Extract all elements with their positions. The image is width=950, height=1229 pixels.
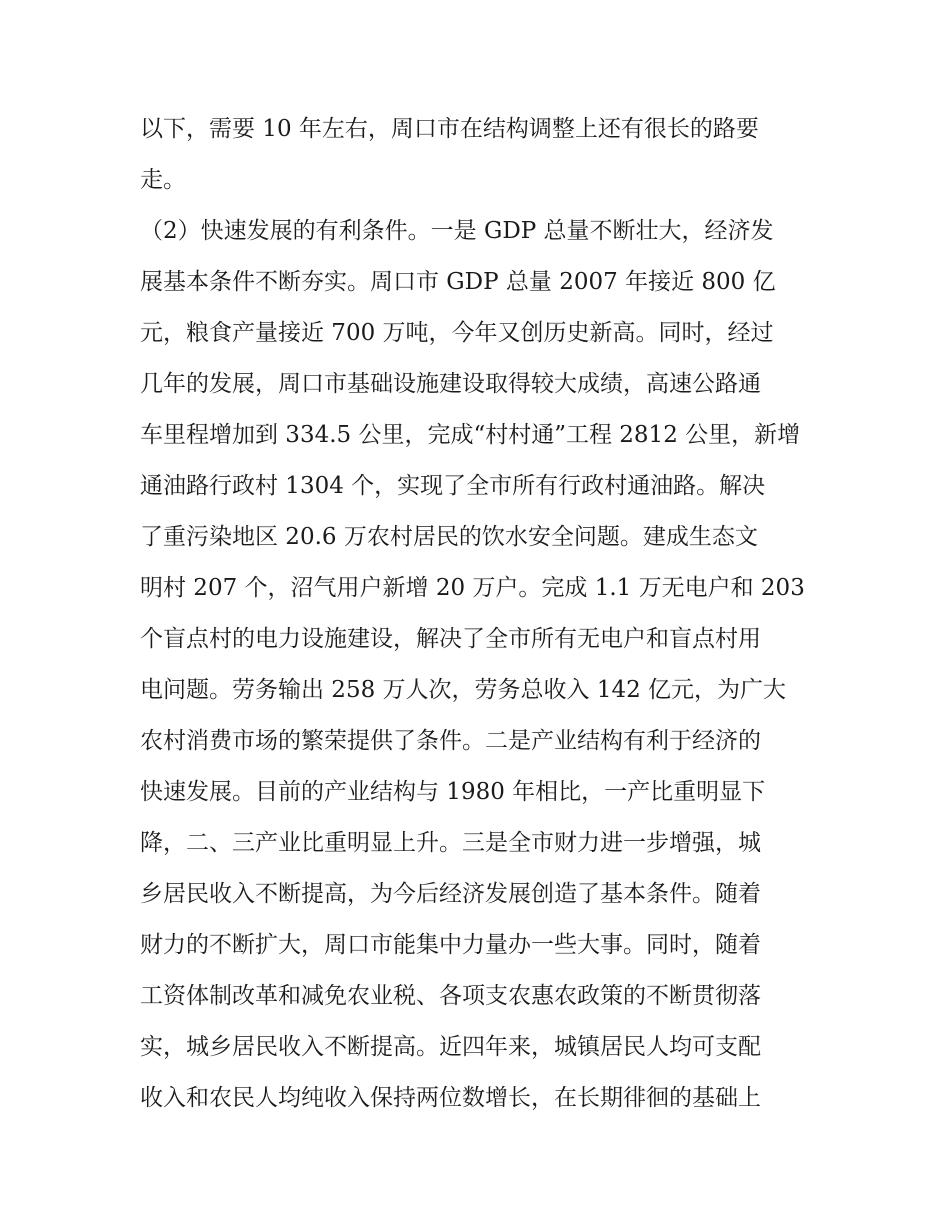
text-line: 收入和农民人均纯收入保持两位数增长，在长期徘徊的基础上 (140, 1085, 761, 1111)
text-line: 快速发展。目前的产业结构与 1980 年相比，一产比重明显下 (140, 779, 766, 805)
text-line: 实，城乡居民收入不断提高。近四年来，城镇居民人均可支配 (140, 1034, 761, 1060)
text-line: 明村 207 个，沼气用户新增 20 万户。完成 1.1 万无电户和 203 (140, 575, 805, 601)
text-line: 工资体制改革和减免农业税、各项支农惠农政策的不断贯彻落 (140, 983, 761, 1009)
text-line: 乡居民收入不断提高，为今后经济发展创造了基本条件。随着 (140, 881, 761, 907)
text-line: 电问题。劳务输出 258 万人次，劳务总收入 142 亿元，为广大 (140, 677, 787, 703)
text-line: 了重污染地区 20.6 万农村居民的饮水安全问题。建成生态文 (140, 524, 758, 550)
text-line: 个盲点村的电力设施建设，解决了全市所有无电户和盲点村用 (140, 626, 761, 652)
text-line: 展基本条件不断夯实。周口市 GDP 总量 2007 年接近 800 亿 (140, 269, 776, 295)
text-line: 车里程增加到 334.5 公里，完成“村村通”工程 2812 公里，新增 (140, 422, 801, 448)
text-line: 通油路行政村 1304 个，实现了全市所有行政村通油路。解决 (140, 473, 766, 499)
text-line: （2）快速发展的有利条件。一是 GDP 总量不断壮大，经济发 (140, 218, 774, 244)
text-line: 元，粮食产量接近 700 万吨，今年又创历史新高。同时，经过 (140, 320, 774, 346)
text-line: 农村消费市场的繁荣提供了条件。二是产业结构有利于经济的 (140, 728, 761, 754)
text-line: 降，二、三产业比重明显上升。三是全市财力进一步增强，城 (140, 830, 761, 856)
text-line: 几年的发展，周口市基础设施建设取得较大成绩，高速公路通 (140, 371, 761, 397)
text-line: 走。 (140, 167, 186, 193)
body-text (140, 104, 820, 1124)
text-line: 以下，需要 10 年左右，周口市在结构调整上还有很长的路要 (140, 116, 759, 142)
text-line: 财力的不断扩大，周口市能集中力量办一些大事。同时，随着 (140, 932, 761, 958)
